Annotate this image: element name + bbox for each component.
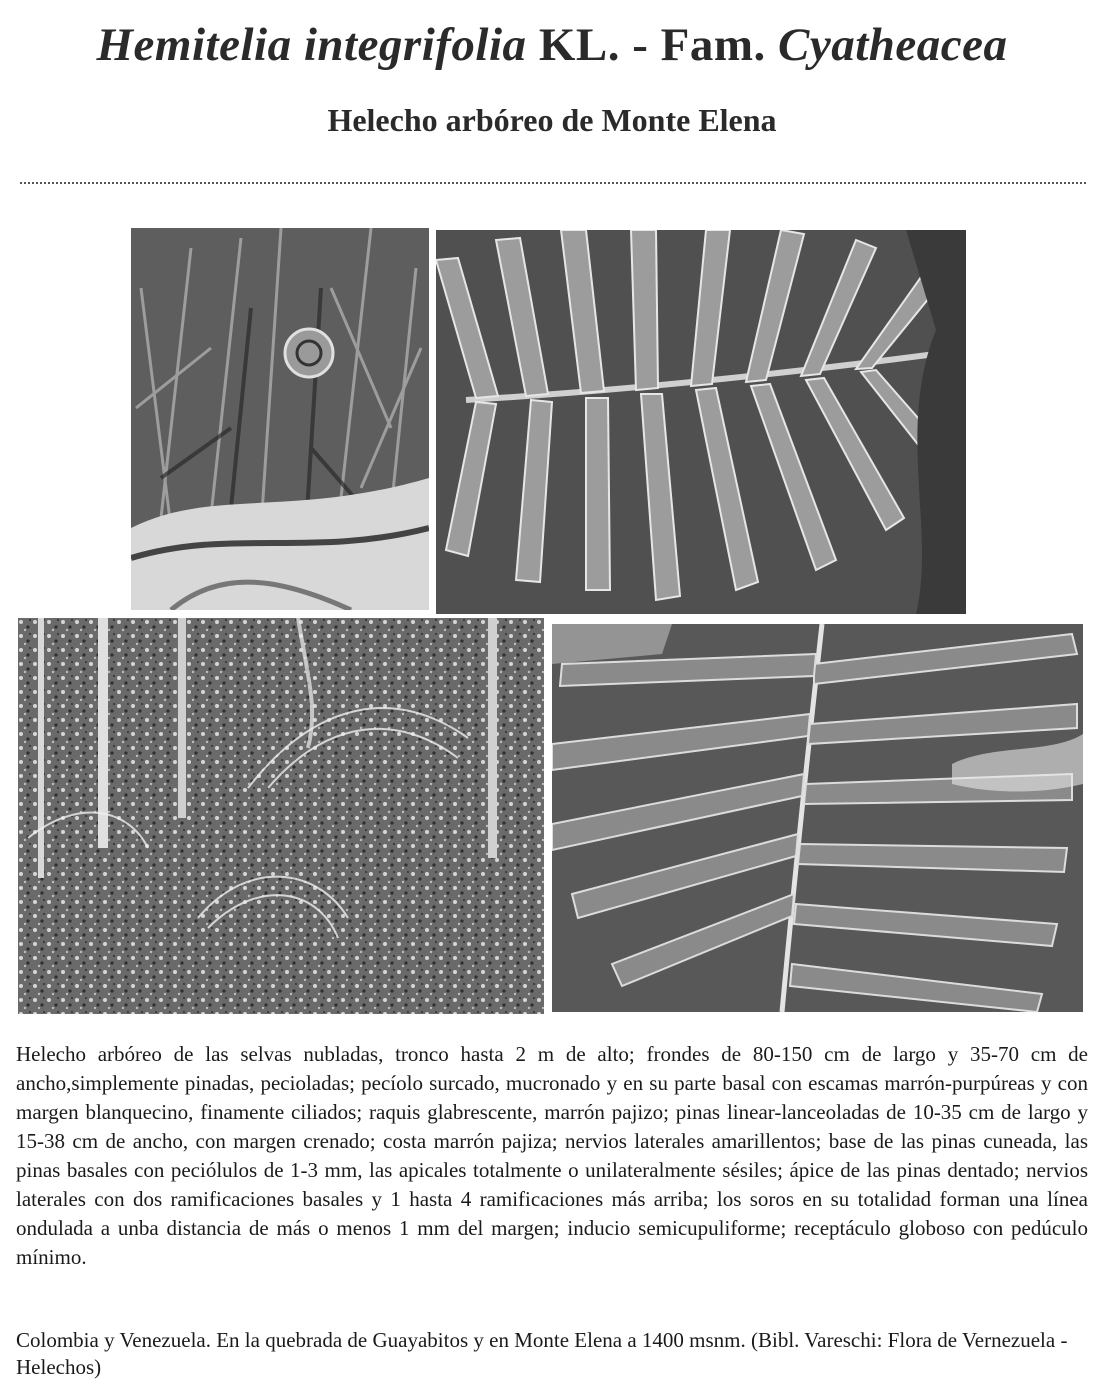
- authority: KL. - Fam.: [538, 19, 766, 71]
- photo-pinnate-frond: [436, 230, 966, 614]
- photo-frond-closeup: [552, 624, 1083, 1012]
- species-name: Hemitelia integrifolia: [96, 19, 527, 71]
- page-title: [0, 18, 1104, 72]
- dotted-divider: [20, 182, 1086, 184]
- photo-fern-crozier: [131, 228, 429, 610]
- species-description: Helecho arbóreo de las selvas nubladas, tronco hasta 2 m de alto; frondes de 80-150 cm de largo y 35-70 cm de ancho,simplemente pinadas, pecioladas; pecíolo surcado, mucronado y en su parte basal con escamas marrón-purpúreas y con margen blanquecino, finamente ciliados; raquis glabrescente, marrón pajizo; pinas linear-lanceoladas de 10-35 cm de largo y 15-38 cm de ancho, con margen crenado; costa marrón pajiza; nervios laterales amarillentos; base de las pinas cuneada, las pinas basales con peciólulos de 1-3 mm, las apicales totalmente o unilateralmente sésiles; ápice de las pinas dentado; nervios laterales con dos ramificaciones basales y 1 hasta 4 ramificaciones más arriba; los soros en su totalidad forman una línea ondulada a unba distancia de más o menos 1 mm del margen; inducio semicupuliforme; receptáculo globoso con pedúculo mínimo.: [16, 1042, 1088, 1269]
- common-name: Helecho arbóreo de Monte Elena: [327, 102, 777, 138]
- photo-forest-habitat: [18, 618, 544, 1014]
- distribution-text: Colombia y Venezuela. En la quebrada de Guayabitos y en Monte Elena a 1400 msnm. (Bibl. Vareschi: Flora de Vernezuela - Helechos): [16, 1328, 1068, 1379]
- family-name: Cyatheacea: [777, 19, 1008, 71]
